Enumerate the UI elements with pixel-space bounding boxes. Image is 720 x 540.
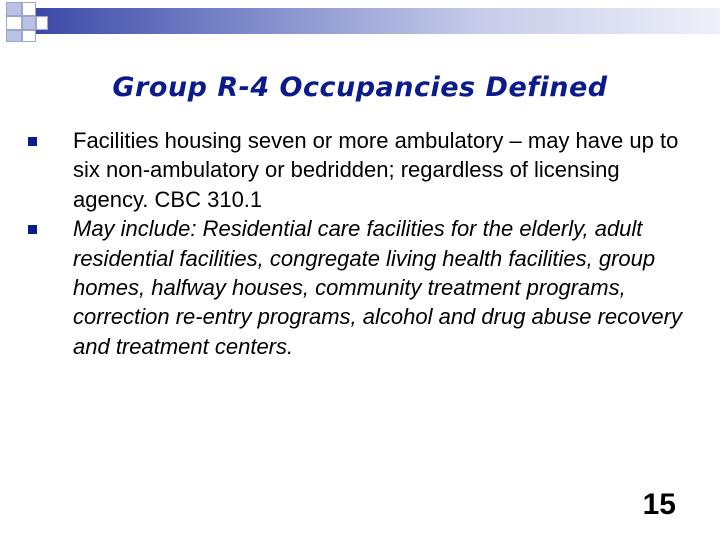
bullet-list [28,126,688,361]
bullet-item [28,214,688,361]
decor-square [6,16,22,30]
page-number: 15 [642,488,676,521]
header-gradient-bar [30,8,720,34]
slide-title: Group R-4 Occupancies Defined [112,72,608,103]
decor-square [6,2,22,16]
decor-square [36,16,48,30]
bullet-text: Facilities housing seven or more ambulatory – may have up to six non-ambulatory or bedridden; regardless of licensing agency. CBC 310.1 [73,128,679,212]
decor-square [22,30,36,42]
decor-square [6,30,22,42]
decor-square [22,2,36,16]
decor-square [22,16,36,30]
square-bullet-icon [28,225,37,234]
bullet-item [28,126,688,214]
square-bullet-icon [28,137,37,146]
bullet-text: May include: Residential care facilities for the elderly, adult residential facilities, congregate living health facilities, group homes, halfway houses, community treatment programs, correction re-entry programs, alcohol and drug abuse recovery and treatment centers. [73,216,682,359]
